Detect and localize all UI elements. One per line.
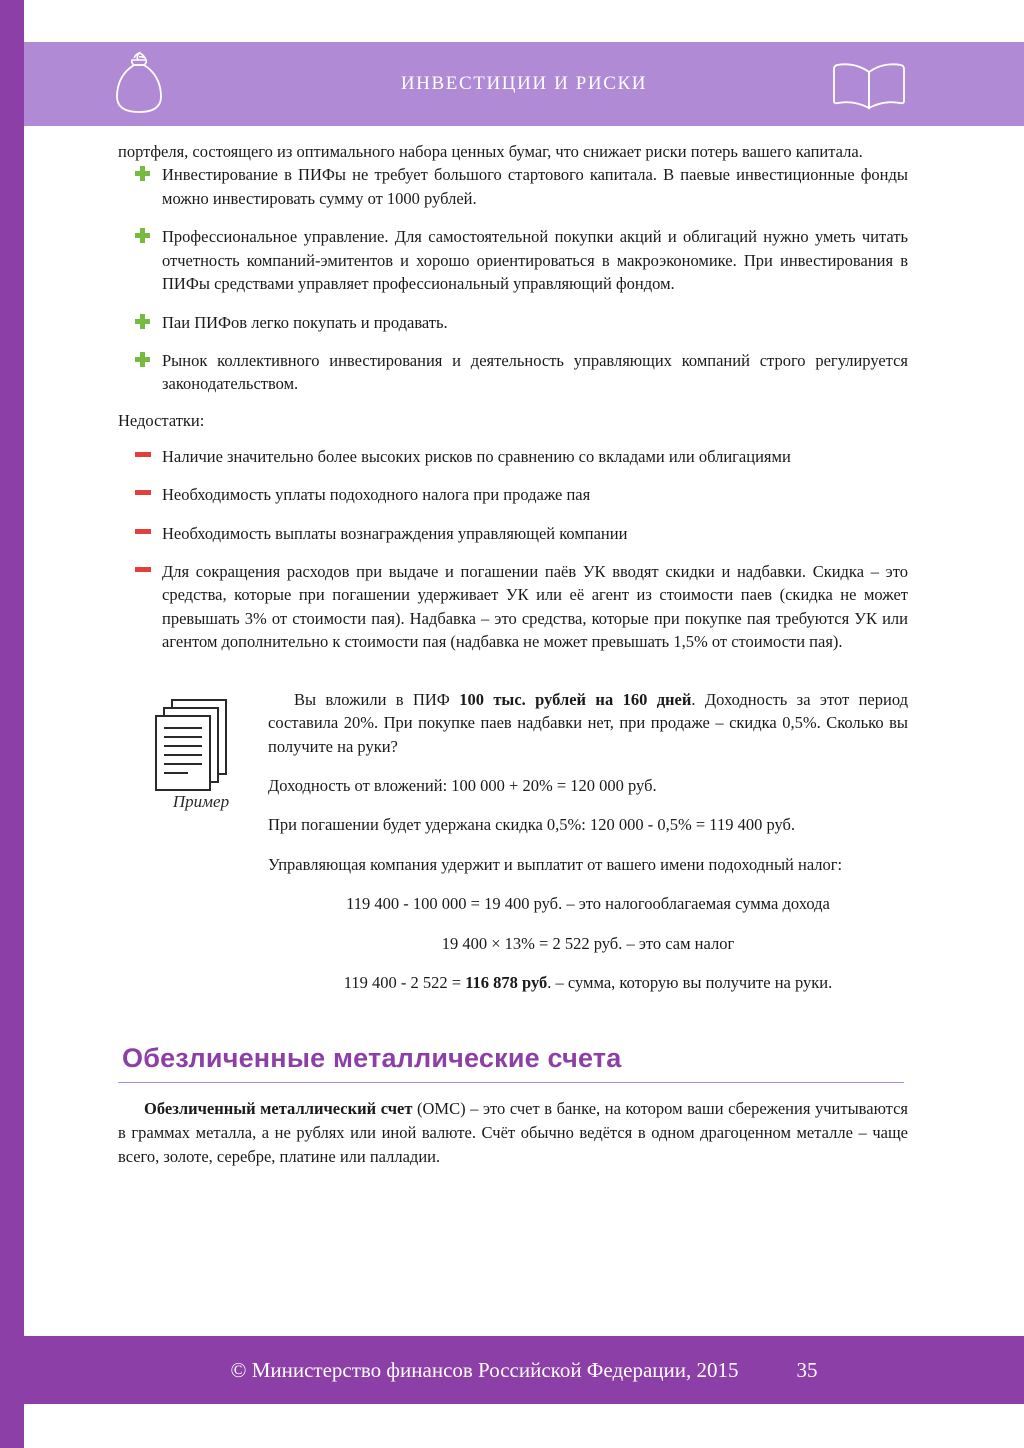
plus-icon bbox=[135, 352, 150, 367]
page-footer-band bbox=[24, 1336, 1024, 1404]
section-body bbox=[118, 1097, 908, 1169]
example-final-suffix: . – сумма, которую вы получите на руки. bbox=[547, 973, 833, 993]
page-content bbox=[118, 140, 908, 1169]
section-divider bbox=[118, 1082, 904, 1083]
example-final-bold: 116 878 руб bbox=[465, 973, 548, 993]
advantage-item bbox=[118, 349, 908, 396]
example-calc-line: 19 400 × 13% = 2 522 руб. – это сам налог bbox=[441, 933, 735, 953]
section-lead-rest: (ОМС) – это счет в банке, на котором ваши сбережения учитываются в граммах металла, а не рублях или иной валюте. Счёт обычно ведётся в одном драгоценном металле – чаще всего, золоте, серебре, платине или палладии. bbox=[118, 1098, 909, 1166]
minus-icon bbox=[135, 452, 151, 457]
advantage-item bbox=[118, 311, 908, 334]
advantage-item bbox=[118, 163, 908, 210]
section-title: Обезличенные металлические счета bbox=[122, 1042, 622, 1073]
drawback-text: Необходимость выплаты вознаграждения управляющей компании bbox=[162, 523, 628, 543]
example-final-prefix: 119 400 - 2 522 = bbox=[343, 973, 466, 993]
example-body bbox=[268, 688, 908, 995]
drawback-item bbox=[118, 483, 908, 506]
plus-icon bbox=[135, 166, 150, 181]
minus-icon bbox=[135, 567, 151, 572]
section-lead-paragraph bbox=[118, 1097, 908, 1169]
minus-icon bbox=[135, 529, 151, 534]
section-lead-bold: Обезличенный металлический счет bbox=[144, 1098, 413, 1118]
plus-icon bbox=[135, 228, 150, 243]
open-book-icon bbox=[814, 58, 924, 118]
advantage-text: Паи ПИФов легко покупать и продавать. bbox=[162, 312, 448, 332]
plus-icon bbox=[135, 314, 150, 329]
drawbacks-label: Недостатки: bbox=[118, 410, 205, 430]
footer-page-number: 35 bbox=[796, 1357, 818, 1382]
drawback-item bbox=[118, 445, 908, 468]
continued-paragraph: портфеля, состоящего из оптимального набора ценных бумаг, что снижает риски потерь вашего капитала. bbox=[118, 142, 863, 161]
advantage-text: Профессиональное управление. Для самостоятельной покупки акций и облигаций нужно уметь читать отчетность компаний-эмитентов и хорошо ориентироваться в макроэкономике. При инвестирования в ПИФы средствами управляет профессиональный управляющий фондом. bbox=[162, 227, 908, 294]
example-intro bbox=[268, 688, 908, 758]
advantage-item bbox=[118, 225, 908, 295]
example-final-line bbox=[268, 971, 908, 994]
advantage-text: Рынок коллективного инвестирования и деятельность управляющих компаний строго регулируется законодательством. bbox=[162, 350, 908, 394]
drawback-item bbox=[118, 560, 908, 654]
example-line: Управляющая компания удержит и выплатит от вашего имени подоходный налог: bbox=[268, 854, 843, 874]
example-line: Доходность от вложений: 100 000 + 20% = 120 000 руб. bbox=[268, 776, 657, 796]
example-intro-suffix: . Доходность за этот период составила 20%. При покупке паев надбавки нет, при продаже – скидка 0,5%. Сколько вы получите на руки? bbox=[268, 689, 908, 756]
drawback-text: Наличие значительно более высоких рисков по сравнению со вкладами или облигациями bbox=[162, 446, 791, 466]
page-left-spine bbox=[0, 0, 24, 1448]
header-title: ИНВЕСТИЦИИ И РИСКИ bbox=[400, 73, 648, 94]
example-line: При погашении будет удержана скидка 0,5%: 120 000 - 0,5% = 119 400 руб. bbox=[268, 815, 796, 835]
section-oms bbox=[118, 1043, 908, 1169]
page-header-band bbox=[24, 42, 1024, 126]
example-block bbox=[118, 688, 908, 995]
example-intro-prefix: Вы вложили в ПИФ bbox=[294, 689, 460, 709]
drawback-text: Для сокращения расходов при выдаче и погашении паёв УК вводят скидки и надбавки. Скидка – это средства, которые при погашении удерживает УК или её агент из стоимости паев (скидка не может превышать 3% от стоимости пая). Надбавка – это средства, которые при покупке пая требуются УК или агентом дополнительно к стоимости пая (надбавка не может превышать 1,5% от стоимости пая). bbox=[162, 562, 908, 652]
footer-copyright: © Министерство финансов Российской Федерации, 2015 bbox=[230, 1357, 739, 1382]
drawback-item bbox=[118, 522, 908, 545]
example-calc-line: 119 400 - 100 000 = 19 400 руб. – это налогооблагаемая сумма дохода bbox=[346, 894, 830, 914]
advantage-text: Инвестирование в ПИФы не требует большого стартового капитала. В паевые инвестиционные фонды можно инвестировать сумму от 1000 рублей. bbox=[162, 165, 908, 208]
example-intro-bold: 100 тыс. рублей на 160 дней bbox=[459, 689, 692, 709]
money-bag-icon bbox=[102, 50, 176, 124]
minus-icon bbox=[135, 490, 151, 495]
example-caption: Пример bbox=[172, 791, 230, 811]
drawback-text: Необходимость уплаты подоходного налога при продаже пая bbox=[162, 485, 591, 505]
